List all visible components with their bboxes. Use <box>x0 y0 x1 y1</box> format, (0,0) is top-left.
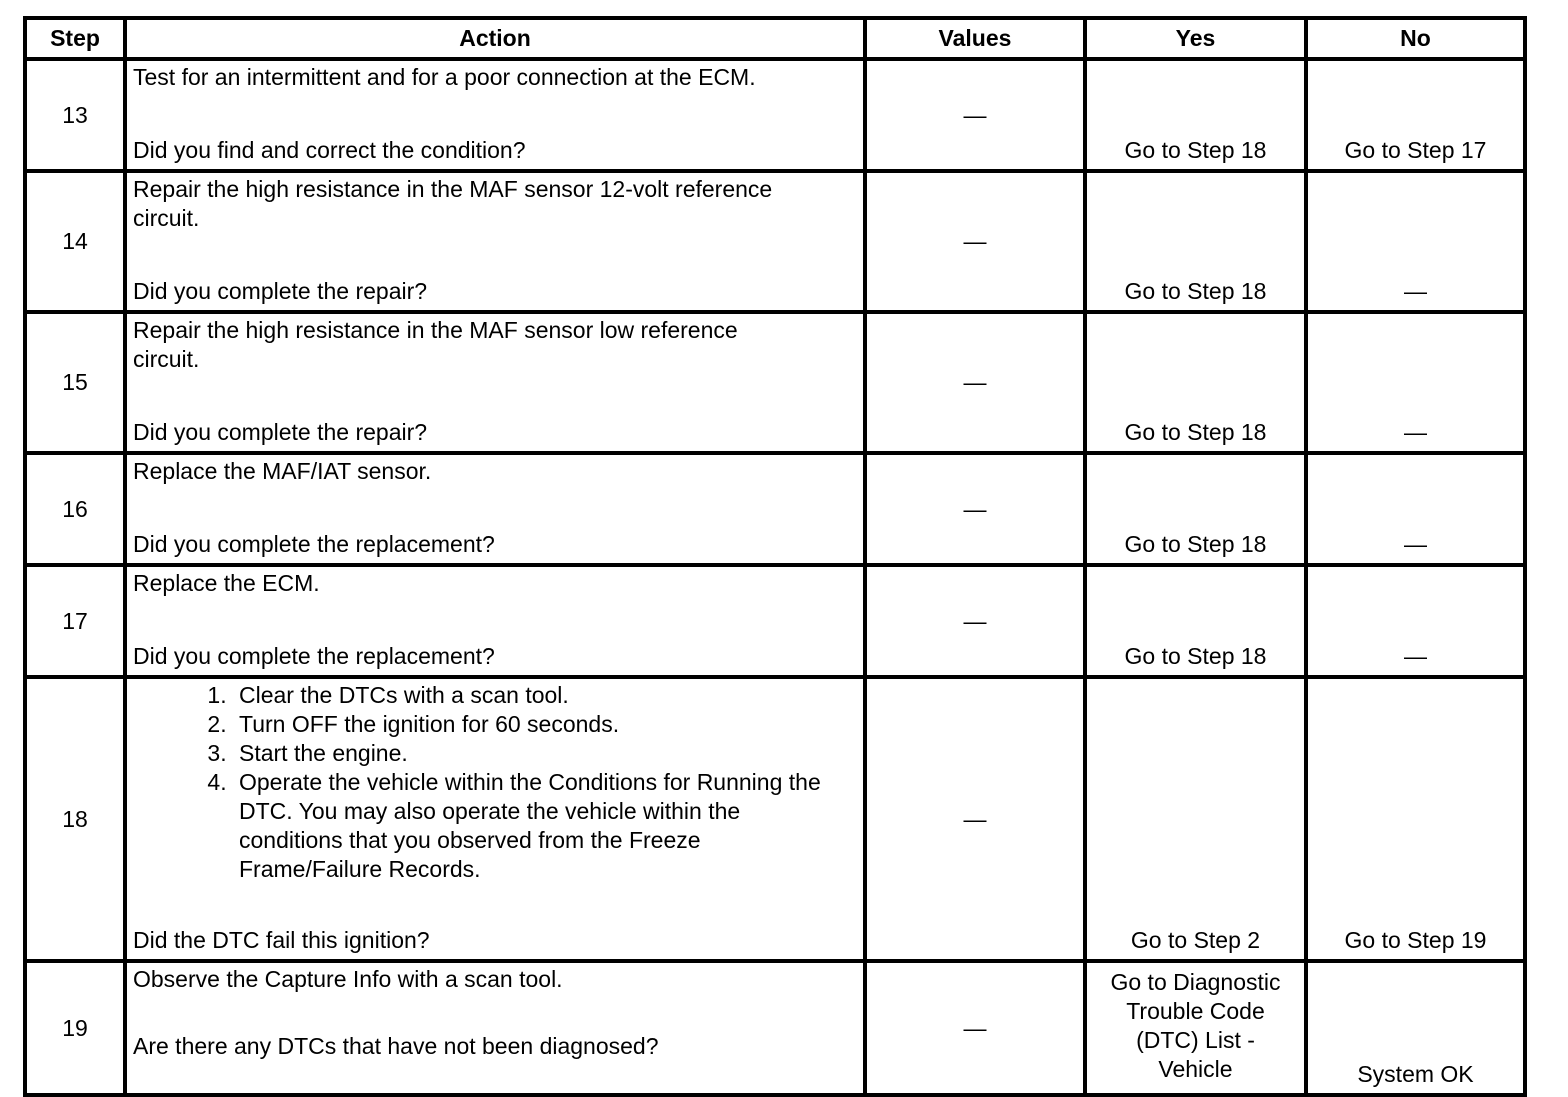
step-number: 17 <box>25 565 125 677</box>
action-cell <box>125 171 865 312</box>
list-item: 4. Operate the vehicle within the Conditions for Running the DTC. You may also operate the vehicle within the conditions that you observed from the Freeze Frame/Failure Records. <box>233 768 857 884</box>
header-no: No <box>1306 18 1525 59</box>
table-row <box>25 677 1525 961</box>
instruction-list <box>133 681 857 884</box>
action-text: Observe the Capture Info with a scan tool. <box>133 966 563 992</box>
yes-cell: Go to Step 18 <box>1085 59 1306 171</box>
values-cell: — <box>865 312 1085 453</box>
table-row <box>25 59 1525 171</box>
values-cell: — <box>865 961 1085 1095</box>
yes-cell: Go to Step 18 <box>1085 312 1306 453</box>
no-cell: Go to Step 19 <box>1306 677 1525 961</box>
table-row <box>25 961 1525 1095</box>
no-cell: — <box>1306 565 1525 677</box>
yes-cell: Go to Step 18 <box>1085 171 1306 312</box>
no-cell: System OK <box>1306 961 1525 1095</box>
step-number: 18 <box>25 677 125 961</box>
action-text: Repair the high resistance in the MAF sensor 12-volt reference circuit. <box>133 176 773 231</box>
no-cell: — <box>1306 312 1525 453</box>
values-cell: — <box>865 171 1085 312</box>
list-item: 2. Turn OFF the ignition for 60 seconds. <box>233 710 857 739</box>
header-values: Values <box>865 18 1085 59</box>
table-row <box>25 453 1525 565</box>
list-item: 1. Clear the DTCs with a scan tool. <box>233 681 857 710</box>
action-cell <box>125 453 865 565</box>
header-action: Action <box>125 18 865 59</box>
action-cell <box>125 677 865 961</box>
header-step: Step <box>25 18 125 59</box>
values-cell: — <box>865 453 1085 565</box>
step-number: 15 <box>25 312 125 453</box>
no-cell: — <box>1306 171 1525 312</box>
action-text: Repair the high resistance in the MAF sensor low reference circuit. <box>133 317 738 372</box>
header-row <box>25 18 1525 59</box>
action-text: Replace the MAF/IAT sensor. <box>133 458 432 484</box>
step-number: 14 <box>25 171 125 312</box>
action-cell <box>125 961 865 1095</box>
step-number: 16 <box>25 453 125 565</box>
header-yes: Yes <box>1085 18 1306 59</box>
table-row <box>25 565 1525 677</box>
question-text: Did you complete the repair? <box>133 419 428 445</box>
yes-cell: Go to Step 2 <box>1085 677 1306 961</box>
action-cell <box>125 59 865 171</box>
values-cell: — <box>865 565 1085 677</box>
question-text: Did you find and correct the condition? <box>133 137 526 163</box>
no-cell: — <box>1306 453 1525 565</box>
action-text: Replace the ECM. <box>133 570 320 596</box>
action-cell <box>125 565 865 677</box>
action-cell <box>125 312 865 453</box>
step-number: 13 <box>25 59 125 171</box>
values-cell: — <box>865 59 1085 171</box>
action-text: Test for an intermittent and for a poor connection at the ECM. <box>133 64 756 90</box>
diagnostic-table <box>23 16 1527 1097</box>
question-text: Did the DTC fail this ignition? <box>133 927 430 953</box>
step-number: 19 <box>25 961 125 1095</box>
question-text: Are there any DTCs that have not been diagnosed? <box>133 1033 659 1059</box>
no-cell: Go to Step 17 <box>1306 59 1525 171</box>
values-cell: — <box>865 677 1085 961</box>
table-row <box>25 171 1525 312</box>
table-row <box>25 312 1525 453</box>
list-item: 3. Start the engine. <box>233 739 857 768</box>
question-text: Did you complete the repair? <box>133 278 428 304</box>
yes-cell[interactable]: Go to Diagnostic Trouble Code (DTC) List - Vehicle <box>1085 961 1306 1095</box>
yes-cell: Go to Step 18 <box>1085 453 1306 565</box>
yes-cell: Go to Step 18 <box>1085 565 1306 677</box>
question-text: Did you complete the replacement? <box>133 643 495 669</box>
question-text: Did you complete the replacement? <box>133 531 495 557</box>
